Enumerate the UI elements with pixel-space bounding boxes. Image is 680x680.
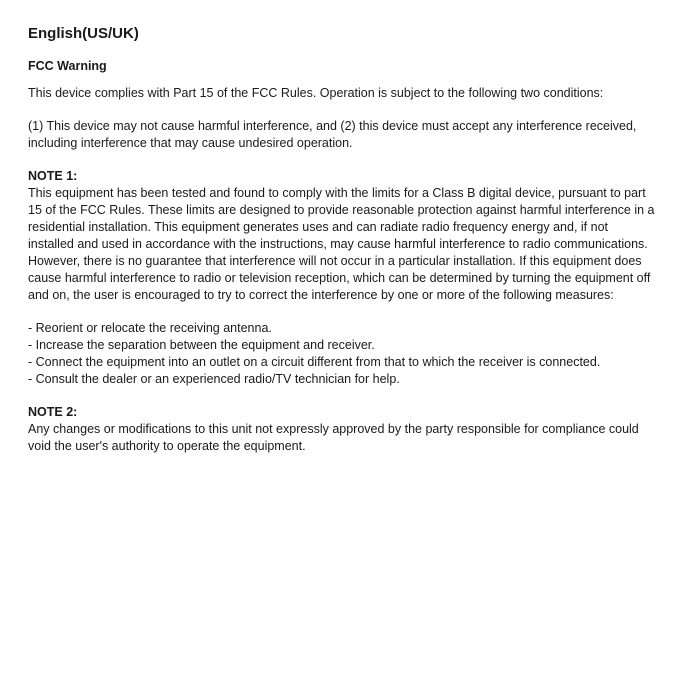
measure-item: - Consult the dealer or an experienced radio/TV technician for help.: [28, 372, 400, 386]
measure-item: - Reorient or relocate the receiving antenna.: [28, 321, 272, 335]
note1-body: This equipment has been tested and found to comply with the limits for a Class B digital device, pursuant to part 15 of the FCC Rules. These limits are designed to provide reasonable protection against harmful interference in a residential installation. This equipment generates uses and can radiate radio frequency energy and, if not installed and used in accordance with the instructions, may cause harmful interference to radio communications. However, there is no guarantee that interference will not occur in a particular installation. If this equipment does cause harmful interference to radio or television reception, which can be determined by turning the equipment off and on, the user is encouraged to try to correct the interference by one or more of the following measures:: [28, 186, 655, 302]
note1-title: NOTE 1:: [28, 169, 78, 183]
note2-body: Any changes or modifications to this unit not expressly approved by the party responsible for compliance could void the user's authority to operate the equipment.: [28, 422, 639, 453]
document-page: [28, 24, 656, 471]
conditions-paragraph: (1) This device may not cause harmful interference, and (2) this device must accept any interference received, including interference that may cause undesired operation.: [28, 119, 637, 150]
measures-list: [28, 320, 656, 388]
note2-title: NOTE 2:: [28, 405, 78, 419]
measure-item: - Increase the separation between the equipment and receiver.: [28, 338, 375, 352]
intro-paragraph: This device complies with Part 15 of the FCC Rules. Operation is subject to the following two conditions:: [28, 86, 604, 100]
measure-item: - Connect the equipment into an outlet on a circuit different from that to which the receiver is connected.: [28, 355, 601, 369]
language-heading: English(US/UK): [28, 25, 139, 42]
fcc-warning-heading: FCC Warning: [28, 59, 107, 73]
